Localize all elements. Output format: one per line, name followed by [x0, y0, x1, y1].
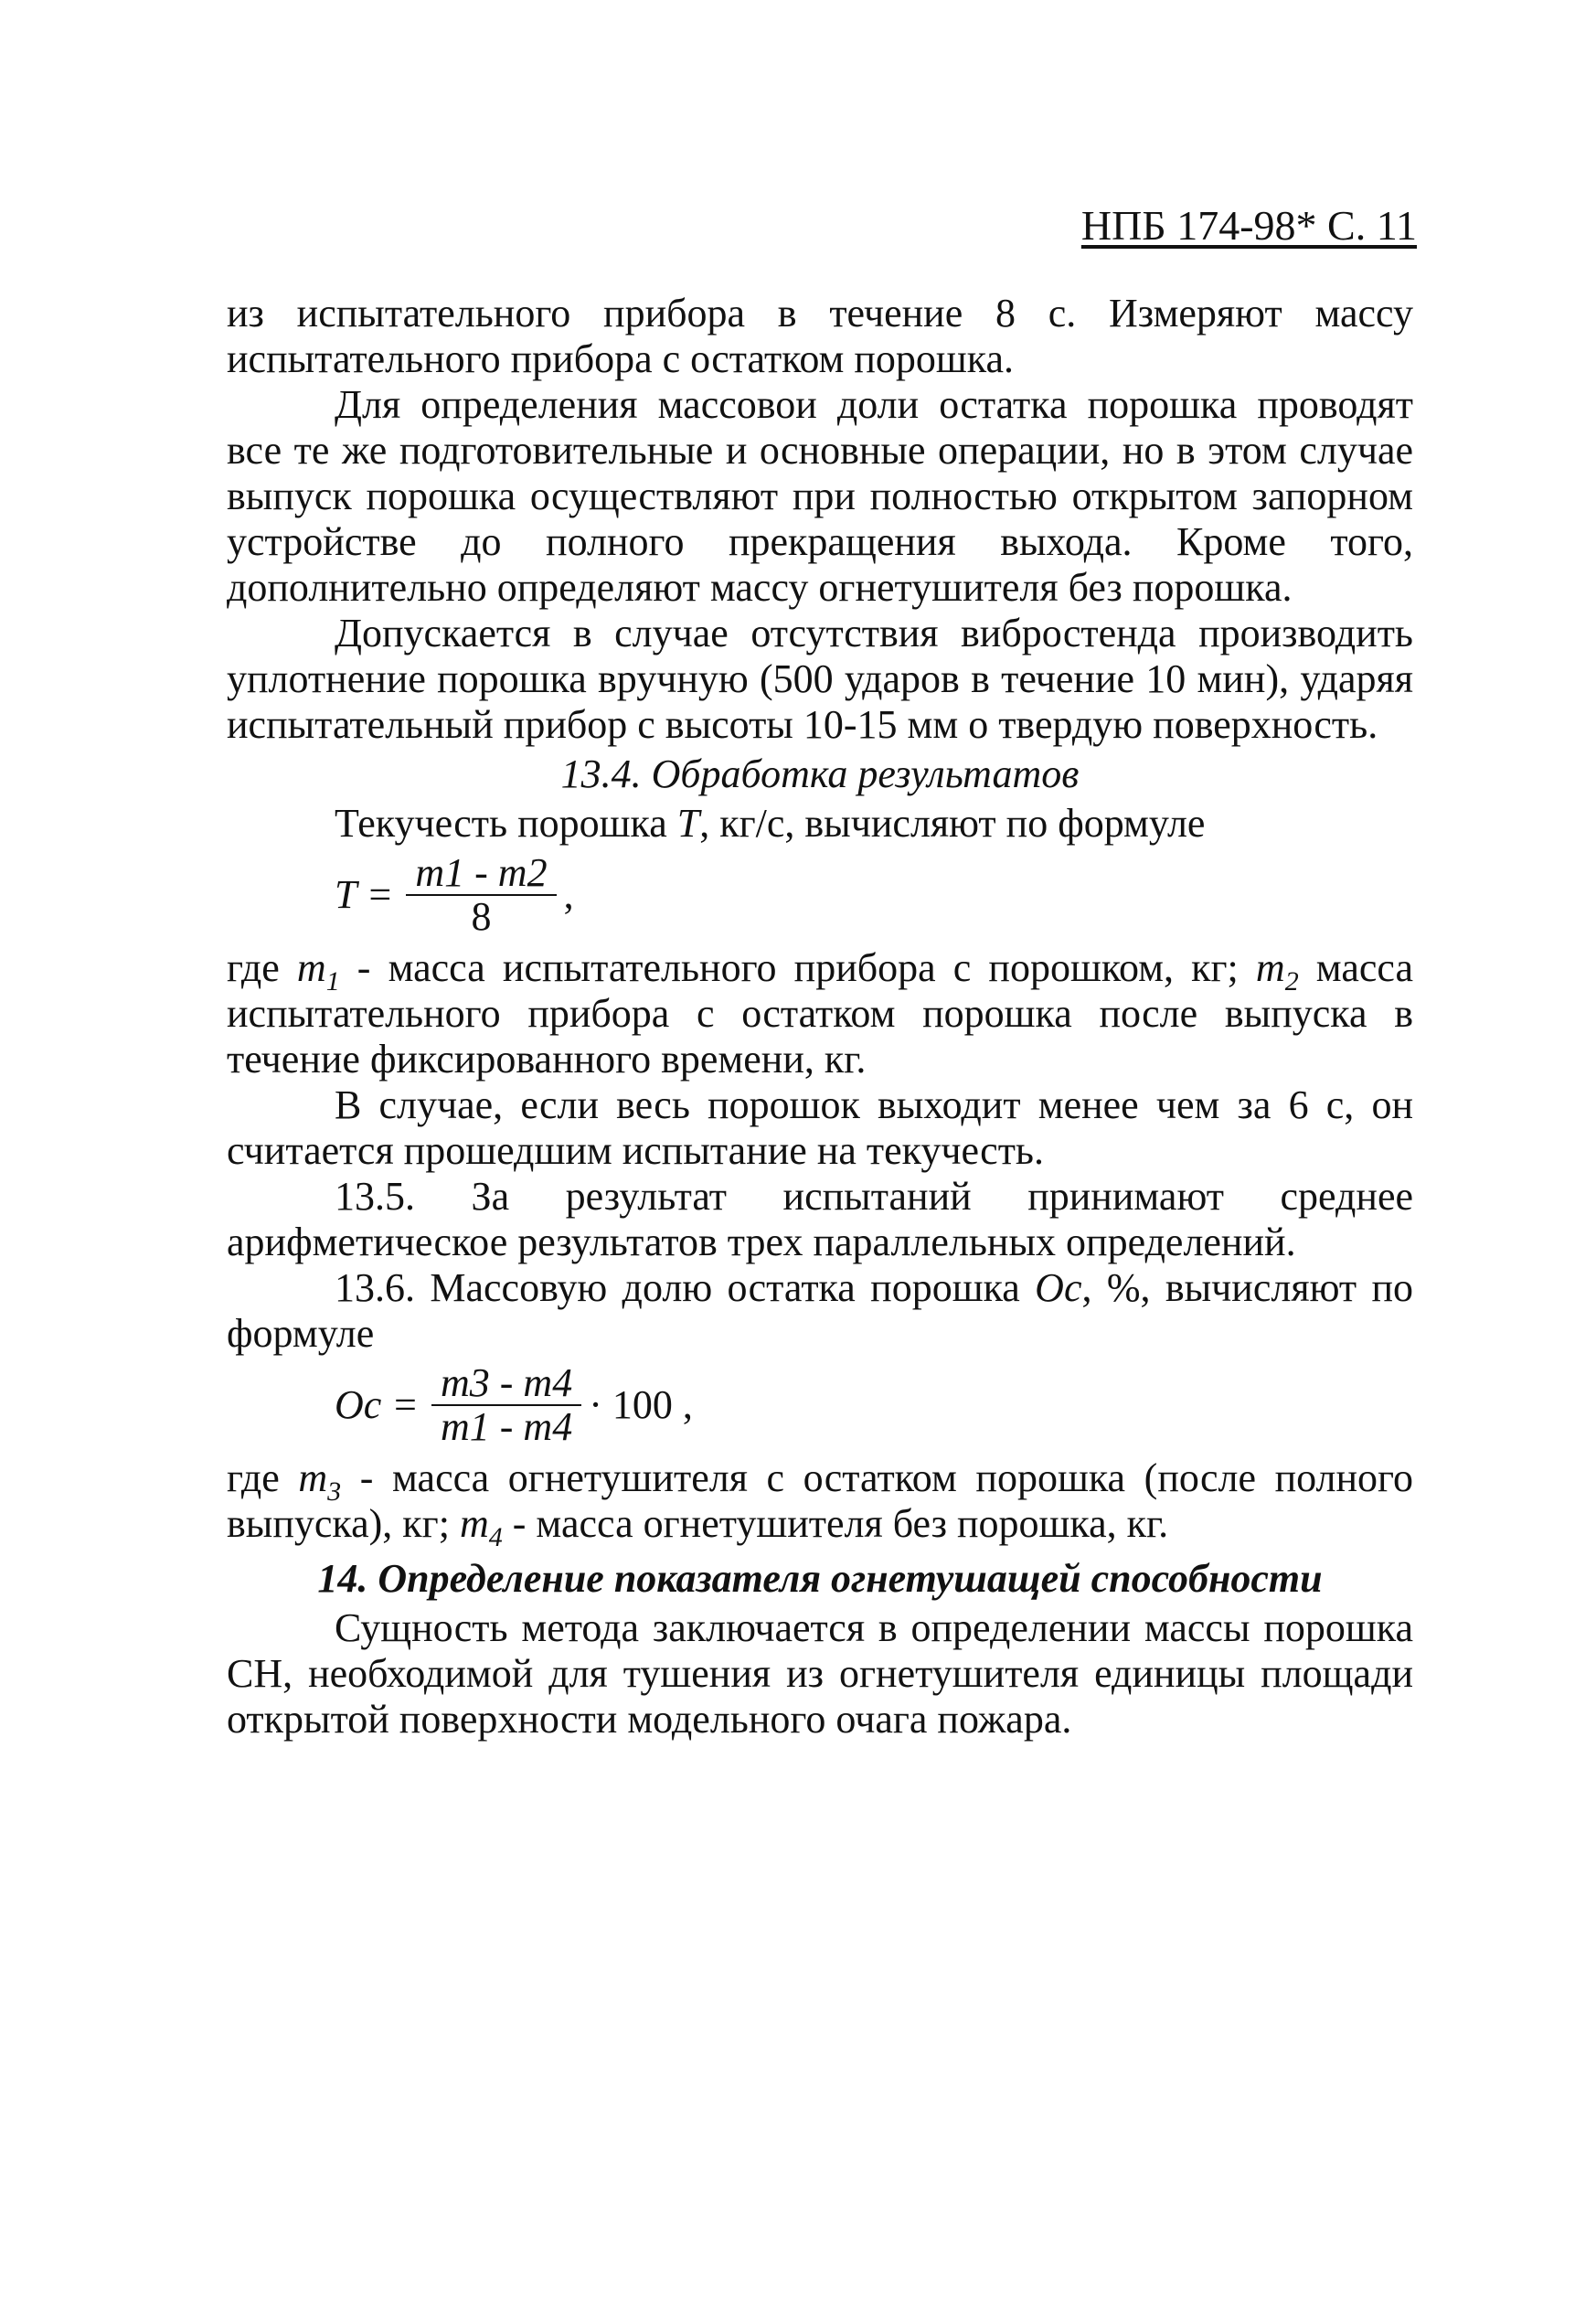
paragraph-residue-method: Для определения массовои доли остатка порошка проводят все те же подготовительные и основные операции, но в этом случае выпуск порошка осуществляют при полностью открытом запорном устройстве до полного прекращения выхода. Кроме того, дополнительно определяют массу огнетушителя без порошка.	[227, 382, 1413, 610]
document-body	[227, 291, 1413, 1742]
formula-fraction	[431, 1362, 581, 1448]
formula-denominator: m1 - m4	[441, 1404, 573, 1449]
paragraph-13-5: 13.5. За результат испытаний принимают среднее арифметическое результатов трех параллельных определений.	[227, 1174, 1413, 1264]
formula-residue	[335, 1362, 1413, 1448]
formula-lhs: T =	[335, 872, 394, 917]
formula-trailing: · 100 ,	[589, 1382, 693, 1427]
formula-numerator: m1 - m2	[406, 852, 556, 896]
paragraph-13-6: 13.6. Массовую долю остатка порошка Oc, %, вычисляют по формуле	[227, 1265, 1413, 1356]
paragraph-six-seconds: В случае, если весь порошок выходит менее чем за 6 с, он считается прошедшим испытание на текучесть.	[227, 1082, 1413, 1173]
paragraph-continuation: из испытательного прибора в течение 8 с. Измеряют массу испытательного прибора с остатком порошка.	[227, 291, 1413, 381]
paragraph-flowability-intro: Текучесть порошка T, кг/с, вычисляют по формуле	[335, 801, 1206, 846]
paragraph-where-m1-m2: где $m_1$ - масса испытательного прибора с порошком, кг; $m_2$ масса испытательного прибора с остатком порошка после выпуска в течение фиксированного времени, кг.	[227, 945, 1414, 1082]
formula-fraction	[406, 852, 556, 938]
paragraph-manual-compaction: Допускается в случае отсутствия вибростенда производить уплотнение порошка вручную (500 ударов в течение 10 мин), ударяя испытательный прибор с высоты 10-15 мм о твердую поверхность.	[227, 611, 1413, 747]
subsection-heading: 13.4. Обработка результатов	[560, 751, 1080, 796]
section-heading: 14. Определение показателя огнетушащей способности	[317, 1556, 1323, 1601]
page-header: НПБ 174-98* С. 11	[1080, 202, 1417, 249]
formula-denominator: 8	[471, 894, 492, 939]
formula-numerator: m3 - m4	[431, 1362, 581, 1406]
paragraph-where-m3-m4: где $m_3$ - масса огнетушителя с остатком порошка (после полного выпуска), кг; $m_4$ - масса огнетушителя без порошка, кг.	[227, 1455, 1413, 1552]
paragraph-method-essence: Сущность метода заключается в определении массы порошка СН, необходимой для тушения из огнетушителя единицы площади открытой поверхности модельного очага пожара.	[227, 1605, 1413, 1742]
formula-flowability	[335, 852, 1413, 938]
formula-lhs: Oc =	[335, 1382, 419, 1427]
formula-trailing: ,	[563, 872, 574, 917]
